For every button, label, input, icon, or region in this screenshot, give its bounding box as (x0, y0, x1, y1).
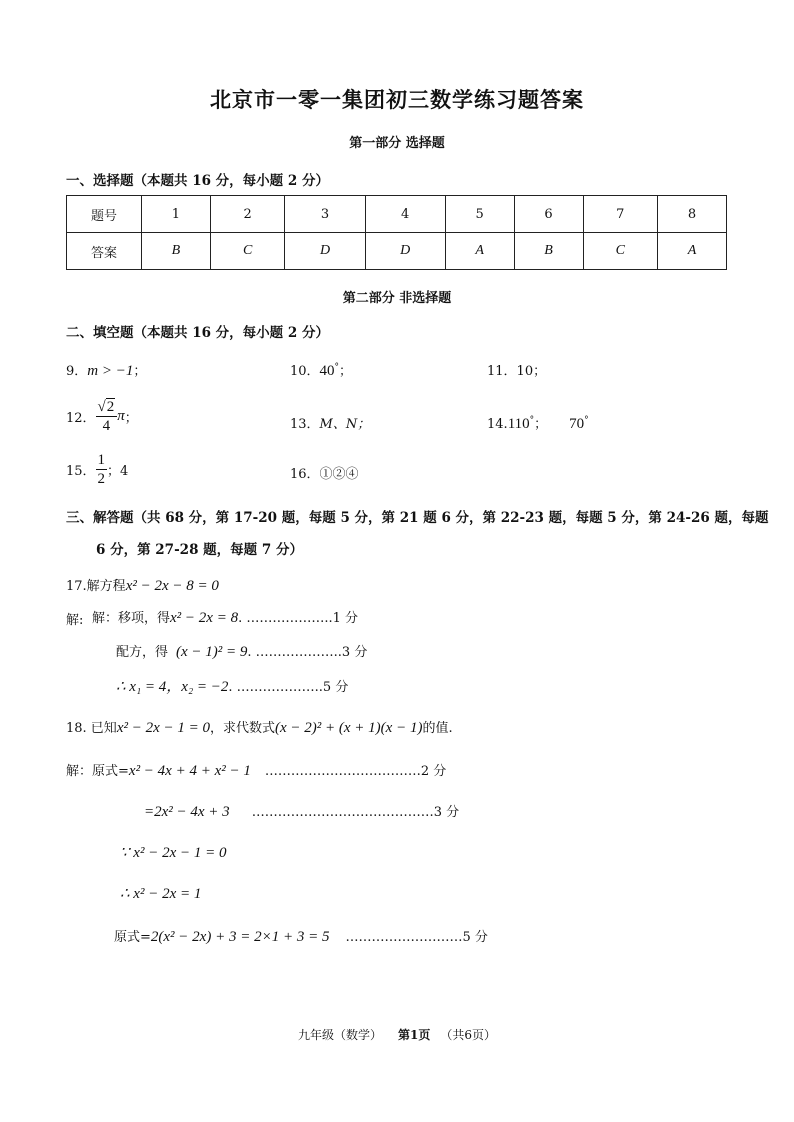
question-17-step-2: 配方，得 (x − 1)² = 9. ………………..3 分 (116, 644, 368, 660)
table-cell: 3 (285, 196, 365, 233)
table-header-label: 题号 (67, 196, 142, 233)
table-cell: A (445, 233, 514, 270)
fraction: $\frac{1}{2}$ (97, 452, 106, 487)
part-one-heading: 第一部分 选择题 (349, 136, 445, 151)
table-cell: 1 (142, 196, 211, 233)
fill-answer-11: 11．10； (487, 364, 547, 379)
question-18-line-5: 原式=2(x² − 2x) + 3 = 2×1 + 3 = 5 ………………………5 分 (114, 929, 488, 945)
page-number: 第1页 (398, 1028, 431, 1042)
table-answer-label: 答案 (67, 233, 142, 270)
table-row (67, 233, 727, 270)
table-cell: 2 (210, 196, 285, 233)
table-cell: 4 (365, 196, 445, 233)
table-row (67, 196, 727, 233)
page-footer: 九年级（数学） 第1页 （共6页） (297, 1028, 496, 1042)
question-18-line-1: 解：原式=x² − 4x + 4 + x² − 1 ………………………………2 分 (66, 763, 447, 779)
question-17-step-1: 解：移项，得x² − 2x = 8. ………………..1 分 (92, 610, 359, 626)
question-17-label: 解: (66, 613, 84, 628)
page-title: 北京市一零一集团初三数学练习题答案 (210, 87, 584, 112)
table-cell: 6 (514, 196, 583, 233)
section-three-heading: 三、解答题（共 68 分，第 17-20 题，每题 5 分，第 21 题 6 分，第 22-23 题，每题 5 分，第 24-26 题，每题 (66, 510, 769, 526)
table-cell: B (514, 233, 583, 270)
answer-table (66, 195, 727, 270)
fill-answer-10: 10．40°； (290, 362, 353, 379)
question-18-line-2: =2x² − 4x + 3 ……………………………………3 分 (144, 804, 460, 820)
question-18-prompt: 18. 已知x² − 2x − 1 = 0，求代数式(x − 2)² + (x + 1)(x − 1)的值. (66, 720, 453, 736)
fill-answer-12: 12． $\frac{√2}{4}$ π； (66, 399, 138, 434)
question-17-prompt: 17.解方程x² − 2x − 8 = 0 (66, 578, 219, 594)
question-18-line-4: ∴ x² − 2x = 1 (120, 886, 202, 902)
section-two-heading: 二、填空题（本题共 16 分，每小题 2 分） (66, 325, 329, 341)
fill-answer-9: 9．m > −1； (66, 363, 147, 379)
section-one-heading: 一、选择题（本题共 16 分，每小题 2 分） (66, 173, 329, 189)
table-cell: B (142, 233, 211, 270)
section-three-heading-cont: 6 分，第 27-28 题，每题 7 分） (96, 542, 303, 558)
table-cell: 8 (658, 196, 727, 233)
table-cell: C (210, 233, 285, 270)
fill-answer-13: 13．M、N； (290, 417, 371, 432)
question-17-step-3: ∴ x₁ = 4，x₂ = −2. ………………..5 分 (116, 679, 349, 695)
table-cell: D (285, 233, 365, 270)
table-cell: A (658, 233, 727, 270)
table-cell: D (365, 233, 445, 270)
table-cell: C (583, 233, 658, 270)
fraction: $\frac{√2}{4}$ (96, 398, 118, 435)
fill-answer-14: 14.110°； 70° (487, 415, 589, 432)
part-two-heading: 第二部分 非选择题 (342, 291, 452, 306)
table-cell: 5 (445, 196, 514, 233)
fill-answer-16: 16．①②④ (290, 467, 359, 482)
fill-answer-15: 15． $\frac{1}{2}$ ；4 (66, 452, 129, 487)
table-cell: 7 (583, 196, 658, 233)
question-18-line-3: ∵ x² − 2x − 1 = 0 (120, 845, 227, 861)
